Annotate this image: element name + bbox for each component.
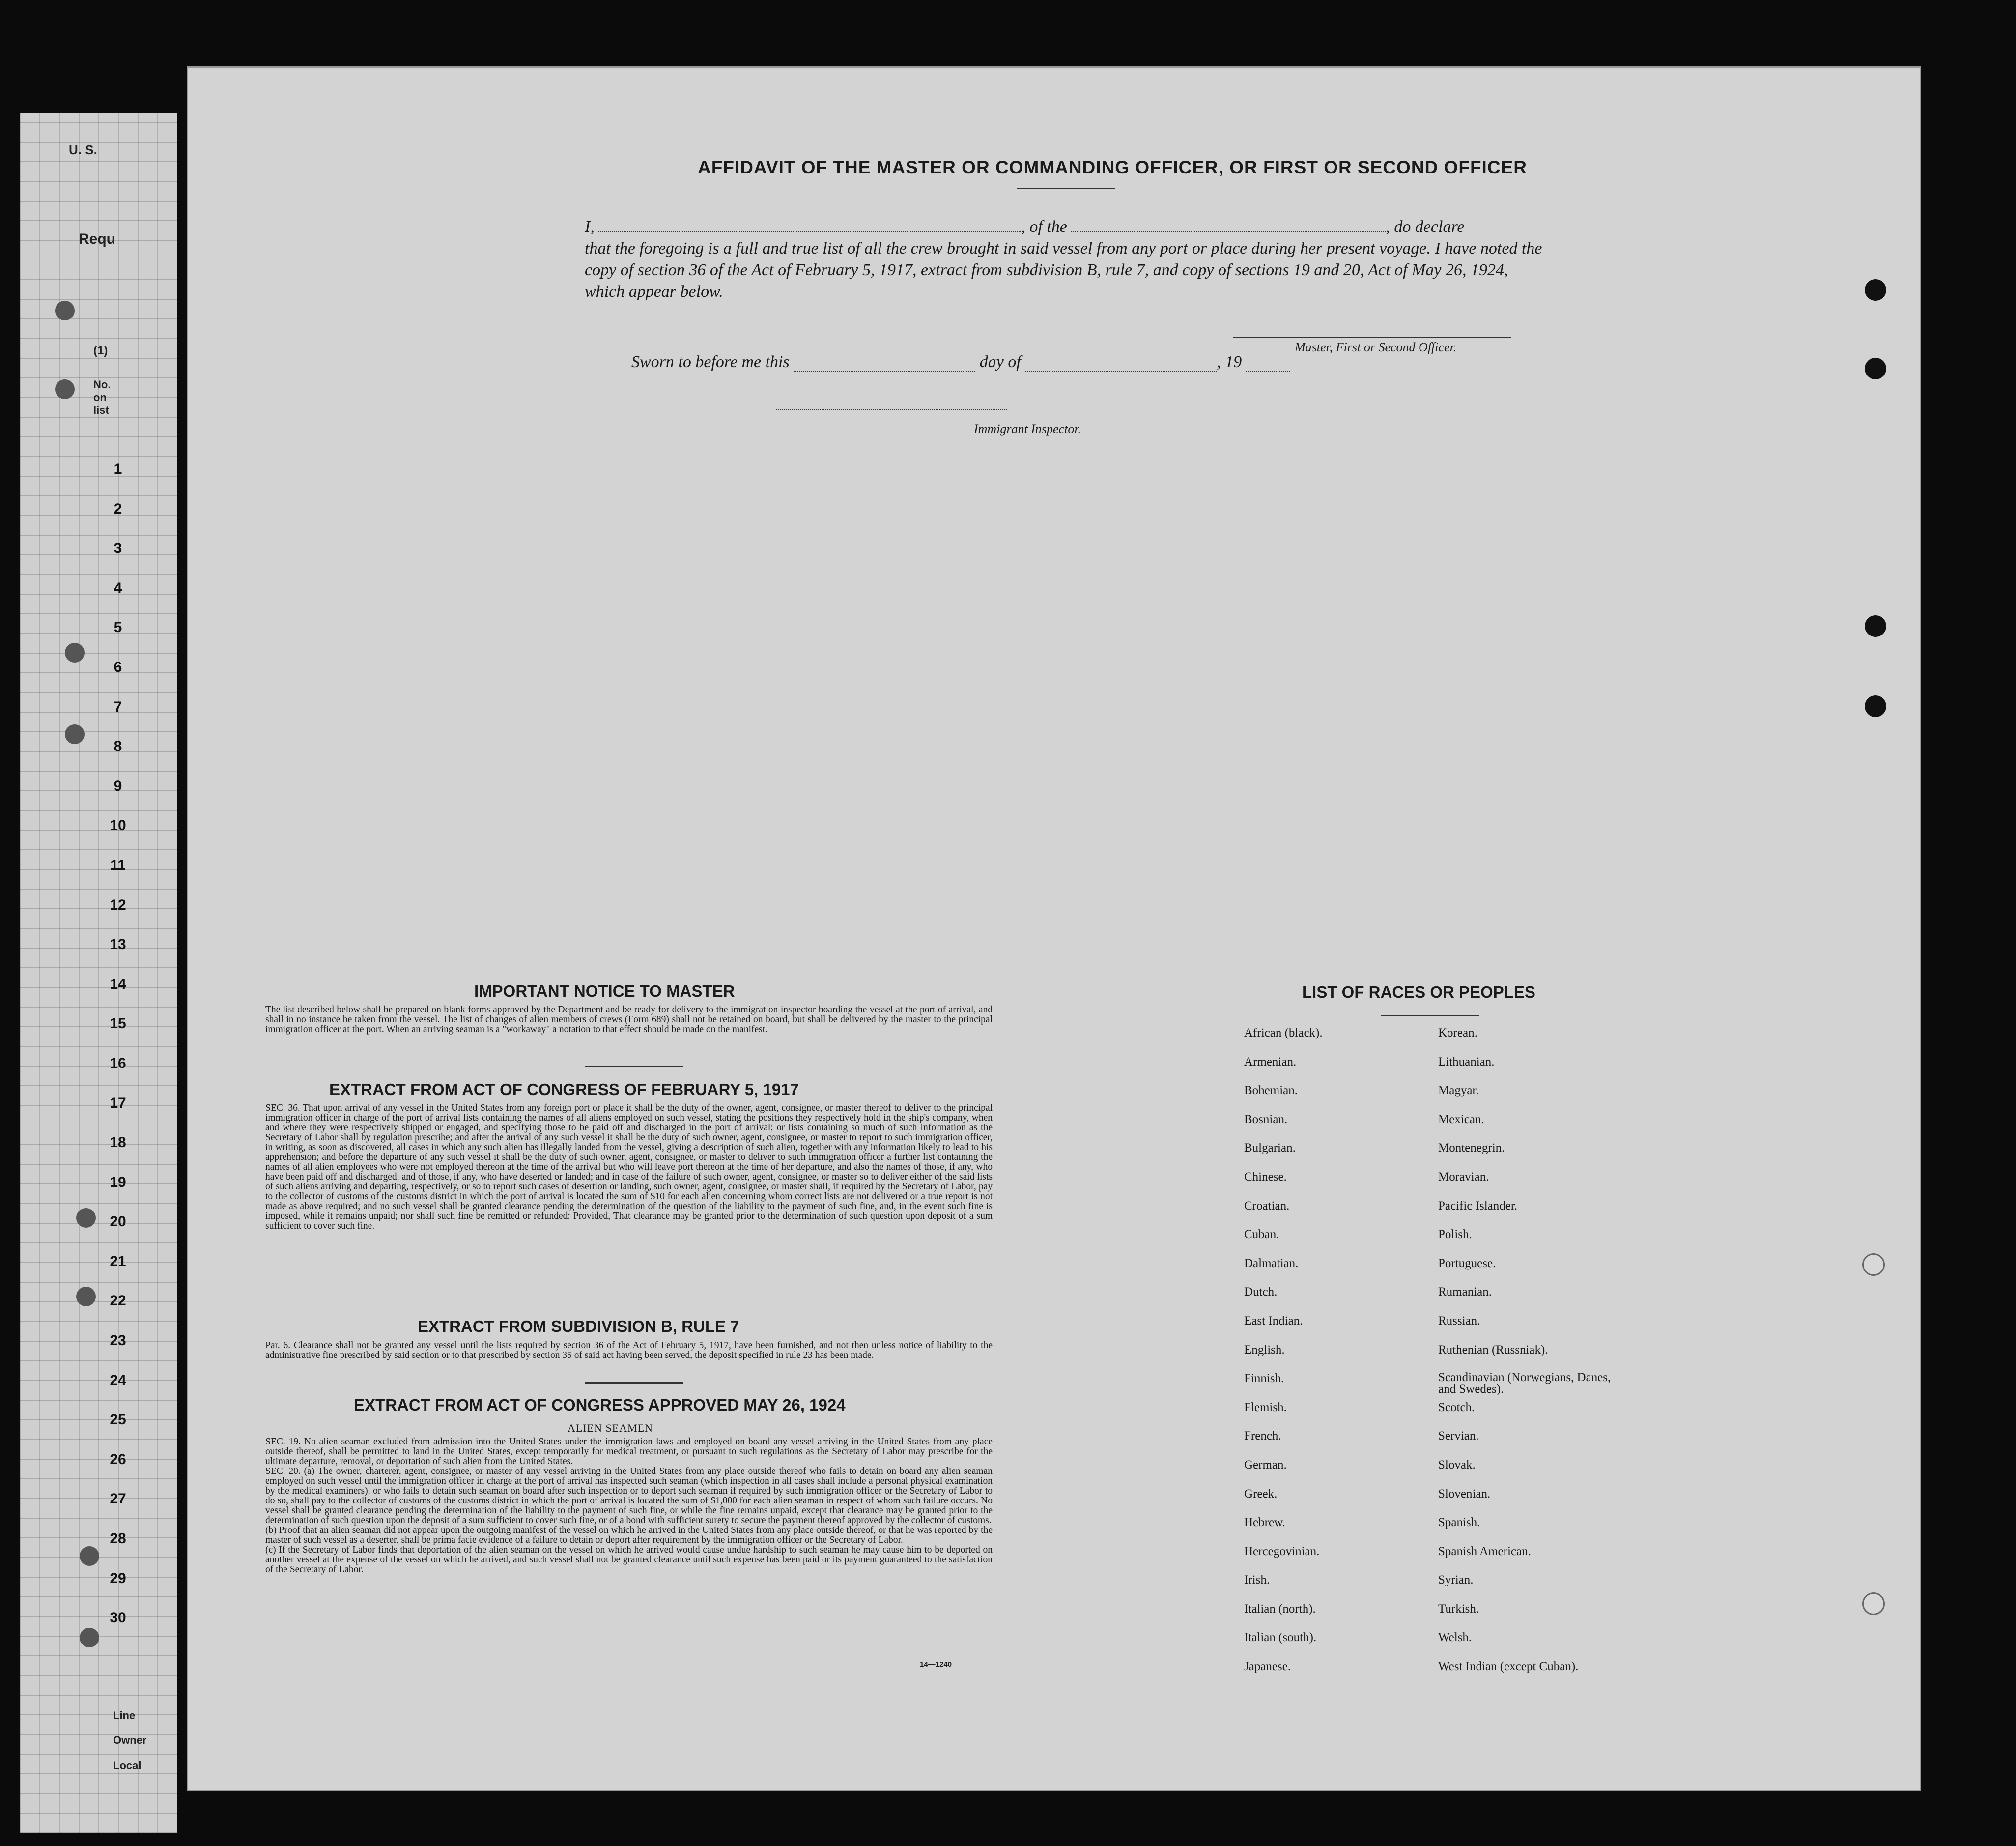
- races-column-2: [1438, 1026, 1615, 1689]
- inspector-signature-line[interactable]: [776, 409, 1007, 410]
- race-item: Slovenian.: [1438, 1487, 1491, 1500]
- race-item: Slovak.: [1438, 1458, 1476, 1471]
- line-number: 28: [110, 1530, 126, 1547]
- underlying-req-label: Requ: [79, 231, 115, 247]
- line-number: 6: [114, 659, 122, 675]
- extract-1917-heading: EXTRACT FROM ACT OF CONGRESS OF FEBRUARY 5, 1917: [329, 1080, 799, 1098]
- line-number: 22: [110, 1293, 126, 1309]
- affidavit-of-the: , of the: [1021, 218, 1067, 236]
- race-item: Spanish.: [1438, 1516, 1480, 1529]
- race-item: Moravian.: [1438, 1170, 1489, 1183]
- master-signature-line[interactable]: [1233, 337, 1511, 338]
- line-number: 25: [110, 1412, 126, 1428]
- line-number: 30: [110, 1610, 126, 1626]
- underlying-footer-line: Line: [113, 1709, 136, 1722]
- punch-hole: [1865, 695, 1886, 717]
- sworn-day-label: day of: [979, 353, 1021, 371]
- race-item: Dutch.: [1244, 1285, 1278, 1299]
- notice-text: The list described below shall be prepared on blank forms approved by the Department and be ready for delivery to the immigration inspector boarding the vessel at the port of arrival, and shall in no instance be taken from the vessel. The list of changes of alien members of crews (Form 689) shall not be retained on board, but shall be delivered by the master to the principal immigration officer at the port. When an arriving seaman is a "workaway" a notation to that effect should be made on the manifest.: [265, 1005, 993, 1035]
- race-item: Italian (north).: [1244, 1602, 1316, 1615]
- punch-hole: [55, 379, 75, 399]
- line-number: 15: [110, 1015, 126, 1032]
- punch-hole: [76, 1208, 96, 1228]
- sworn-year-field[interactable]: [1246, 371, 1290, 372]
- race-item: Japanese.: [1244, 1660, 1291, 1673]
- vessel-name-field[interactable]: [1071, 231, 1386, 232]
- inspector-signature-label: Immigrant Inspector.: [974, 422, 1081, 436]
- race-item: Spanish American.: [1438, 1544, 1531, 1558]
- punch-hole: [80, 1628, 99, 1647]
- notice-rule: [585, 1066, 683, 1067]
- race-item: Servian.: [1438, 1429, 1479, 1443]
- alien-seamen-subheading: ALIEN SEAMEN: [568, 1422, 653, 1434]
- race-item: Turkish.: [1438, 1602, 1479, 1615]
- punch-hole: [80, 1546, 99, 1566]
- line-number: 29: [110, 1570, 126, 1586]
- rule7-rule: [585, 1382, 683, 1384]
- race-item: French.: [1244, 1429, 1281, 1443]
- race-item: Irish.: [1244, 1573, 1270, 1587]
- sec20c-text: (c) If the Secretary of Labor finds that deportation of the alien seaman on the vessel on which he arrived would cause undue hardship to such seaman he may cause him to be deported on another vessel at the expense of the vessel on which he arrived, and such vessel shall not be granted clearance until such expense has been paid or its payment guaranteed to the satisfaction of the Secretary of Labor.: [265, 1545, 993, 1575]
- sec20b-text: (b) Proof that an alien seaman did not appear upon the outgoing manifest of the vessel on which he arrived in the United States from any place outside thereof, or that he was reported by the master of such vessel as a deserter, shall be prima facie evidence of a failure to detain or deport after requirement by the immigration officer or the Secretary of Labor.: [265, 1525, 993, 1545]
- sworn-line: [631, 353, 1290, 372]
- form-code: 14—1240: [920, 1660, 952, 1669]
- race-item: Magyar.: [1438, 1084, 1479, 1097]
- race-item: Ruthenian (Russniak).: [1438, 1343, 1548, 1356]
- punch-hole: [55, 301, 75, 320]
- master-signature-label: Master, First or Second Officer.: [1295, 340, 1457, 354]
- race-item: Scandinavian (Norwegians, Danes, and Swedes).: [1438, 1371, 1611, 1396]
- extract-rule7-text: Par. 6. Clearance shall not be granted any vessel until the lists required by section 36 of the Act of February 5, 1917, have been furnished, and not then unless notice of liability to the administrative fine prescribed by said section or to that prescribed by section 35 of said act having been served, the deposit specified in rule 23 has been made.: [265, 1340, 993, 1360]
- race-item: Scotch.: [1438, 1400, 1475, 1414]
- line-number: 24: [110, 1372, 126, 1388]
- underlying-col-head: No. on list: [93, 378, 111, 416]
- race-item: Montenegrin.: [1438, 1141, 1505, 1155]
- race-item: African (black).: [1244, 1026, 1323, 1039]
- notice-heading: IMPORTANT NOTICE TO MASTER: [474, 982, 735, 1000]
- line-number: 9: [114, 778, 122, 794]
- underlying-col-number: (1): [93, 344, 108, 357]
- line-number: 5: [114, 619, 122, 636]
- sworn-month-field[interactable]: [1025, 371, 1217, 372]
- sworn-day-field[interactable]: [794, 371, 975, 372]
- race-item: English.: [1244, 1343, 1285, 1356]
- affidavit-title: AFFIDAVIT OF THE MASTER OR COMMANDING OFFICER, OR FIRST OR SECOND OFFICER: [698, 157, 1527, 177]
- race-item: Bohemian.: [1244, 1084, 1298, 1097]
- extract-1924-text: [265, 1437, 993, 1575]
- line-number: 1: [114, 461, 122, 477]
- line-number: 11: [110, 857, 126, 873]
- line-number: 13: [110, 936, 126, 953]
- race-item: Rumanian.: [1438, 1285, 1492, 1299]
- punch-hole-ring: [1862, 1592, 1885, 1615]
- race-item: Mexican.: [1438, 1112, 1484, 1126]
- race-item: Bulgarian.: [1244, 1141, 1296, 1155]
- race-item: Lithuanian.: [1438, 1055, 1495, 1068]
- race-item: Korean.: [1438, 1026, 1477, 1039]
- race-item: Chinese.: [1244, 1170, 1287, 1183]
- race-item: Dalmatian.: [1244, 1256, 1299, 1270]
- underlying-header: U. S.: [69, 143, 97, 157]
- line-number-column: [96, 457, 140, 1645]
- line-number: 17: [110, 1095, 126, 1111]
- race-item: Finnish.: [1244, 1372, 1284, 1385]
- race-item: Bosnian.: [1244, 1112, 1288, 1126]
- affidavit-i-label: I,: [585, 218, 595, 236]
- line-number: 7: [114, 698, 122, 715]
- race-item: East Indian.: [1244, 1314, 1303, 1327]
- line-number: 20: [110, 1213, 126, 1230]
- race-item: Pacific Islander.: [1438, 1199, 1518, 1212]
- underlying-footer-owner: Owner: [113, 1734, 147, 1746]
- underlying-footer-local: Local: [113, 1759, 142, 1772]
- punch-hole: [65, 724, 85, 744]
- line-number: 19: [110, 1174, 126, 1190]
- sworn-year-label: , 19: [1217, 353, 1242, 371]
- races-column-1: [1244, 1026, 1323, 1689]
- line-number: 27: [110, 1491, 126, 1507]
- line-number: 18: [110, 1134, 126, 1151]
- race-item: Armenian.: [1244, 1055, 1297, 1068]
- line-number: 8: [114, 738, 122, 755]
- race-item: Hercegovinian.: [1244, 1544, 1320, 1558]
- punch-hole: [1865, 358, 1886, 379]
- title-rule: [1017, 188, 1115, 189]
- line-number: 12: [110, 896, 126, 913]
- extract-1917-text: SEC. 36. That upon arrival of any vessel in the United States from any foreign port or place it shall be the duty of the owner, agent, consignee, or master thereof to deliver to the principal immigration officer in charge of the port of arrival lists containing the names of all aliens employed on such vessel, stating the positions they respectively hold in the ship's company, when and where they were respectively shipped or engaged, and specifying those to be paid off and discharged in the port of arrival; or lists containing so much of such information as the Secretary of Labor shall by regulation prescribe; and after the arrival of any such vessel it shall be the duty of such owner, agent, consignee, or master to report to such immigration officer, in writing, as soon as discovered, all cases in which any such alien has illegally landed from the vessel, giving a description of such alien, together with any information likely to lead to his apprehension; and before the departure of any such vessel it shall be the duty of such owner, agent, consignee, or master to deliver to such immigration officer a further list containing the names of all alien employees who were not employed thereon at the time of the arrival but who will leave port thereon at the time of her departure, and also the names of those, if any, who have been paid off and discharged, and of those, if any, who have deserted or landed; and in case of the failure of such owner, agent, consignee, or master so to deliver either of the said lists of such aliens arriving and departing, respectively, or so to report such cases of desertion or landing, such owner, agent, consignee, or master shall, if required by the Secretary of Labor, pay to the collector of customs of the customs district in which the port of arrival is located the sum of $10 for each alien concerning whom correct lists are not delivered or a true report is not made as above required; and no such vessel shall be granted clearance pending the determination of the question of the liability to the payment of such fine, and, in the event such fine is imposed, while it remains unpaid; nor shall such fine be remitted or refunded: Provided, That clearance may be granted prior to the determination of such question upon deposit of a sum sufficient to cover such fine.: [265, 1103, 993, 1231]
- sworn-prefix: Sworn to before me this: [631, 353, 790, 371]
- punch-hole: [65, 643, 85, 663]
- sec19-text: SEC. 19. No alien seaman excluded from admission into the United States under the immigration laws and employed on board any vessel arriving in the United States from any place outside thereof, shall be permitted to land in the United States, except temporarily for medical treatment, or pursuant to such regulations as the Secretary of Labor may prescribe for the ultimate departure, removal, or deportation of such alien from the United States.: [265, 1437, 993, 1467]
- race-item: Greek.: [1244, 1487, 1278, 1500]
- extract-1924-heading: EXTRACT FROM ACT OF CONGRESS APPROVED MAY 26, 1924: [354, 1396, 846, 1414]
- affidavit-do-declare: , do declare: [1386, 218, 1465, 236]
- line-number: 23: [110, 1332, 126, 1349]
- line-number: 4: [114, 579, 122, 596]
- race-item: Cuban.: [1244, 1228, 1279, 1241]
- line-number: 2: [114, 500, 122, 517]
- races-rule: [1381, 1015, 1479, 1016]
- race-item: Italian (south).: [1244, 1631, 1317, 1644]
- race-item: West Indian (except Cuban).: [1438, 1660, 1579, 1673]
- race-item: Portuguese.: [1438, 1256, 1496, 1270]
- line-number: 26: [110, 1451, 126, 1468]
- extract-rule7-heading: EXTRACT FROM SUBDIVISION B, RULE 7: [418, 1317, 739, 1335]
- punch-hole: [1865, 615, 1886, 637]
- race-item: Russian.: [1438, 1314, 1480, 1327]
- races-heading: LIST OF RACES OR PEOPLES: [1302, 983, 1535, 1001]
- race-item: Hebrew.: [1244, 1516, 1285, 1529]
- punch-hole-ring: [1862, 1253, 1885, 1276]
- race-item: Welsh.: [1438, 1631, 1472, 1644]
- affidavit-body: that the foregoing is a full and true list of all the crew brought in said vessel from any port or place during her present voyage. I have noted the copy of section 36 of the Act of February 5, 1917, extract from subdivision B, rule 7, and copy of sections 19 and 20, Act of May 26, 1924, which appear below.: [585, 239, 1542, 301]
- officer-name-field[interactable]: [598, 231, 1021, 232]
- punch-hole: [76, 1287, 96, 1306]
- race-item: Polish.: [1438, 1228, 1472, 1241]
- line-number: 14: [110, 976, 126, 992]
- line-number: 16: [110, 1055, 126, 1071]
- race-item: German.: [1244, 1458, 1287, 1471]
- race-item: Flemish.: [1244, 1400, 1287, 1414]
- race-item: Croatian.: [1244, 1199, 1290, 1212]
- line-number: 21: [110, 1253, 126, 1269]
- affidavit-text: [585, 216, 1548, 303]
- race-item: Syrian.: [1438, 1573, 1474, 1587]
- line-number: 3: [114, 540, 122, 557]
- line-number: 10: [110, 817, 126, 834]
- punch-hole: [1865, 279, 1886, 301]
- sec20a-text: SEC. 20. (a) The owner, charterer, agent, consignee, or master of any vessel arriving in the United States from any place outside thereof who fails to detain on board any alien seaman employed on such vessel until the immigration officer in charge at the port of arrival has inspected such seaman (which inspection in all cases shall include a personal physical examination by the medical examiners), or who fails to detain such seaman on board after such inspection or to deport such seaman if required by such immigration officer or the Secretary of Labor to do so, shall pay to the collector of customs of the customs district in which the port of arrival is located the sum of $1,000 for each alien seaman in respect of whom such failure occurs. No vessel shall be granted clearance pending the determination of the liability to the payment of such fine, or while the fine remains unpaid, except that clearance may be granted prior to the determination of such question upon the deposit of a sum sufficient to cover such fine, or of a bond with sufficient surety to secure the payment thereof approved by the collector of customs.: [265, 1466, 993, 1526]
